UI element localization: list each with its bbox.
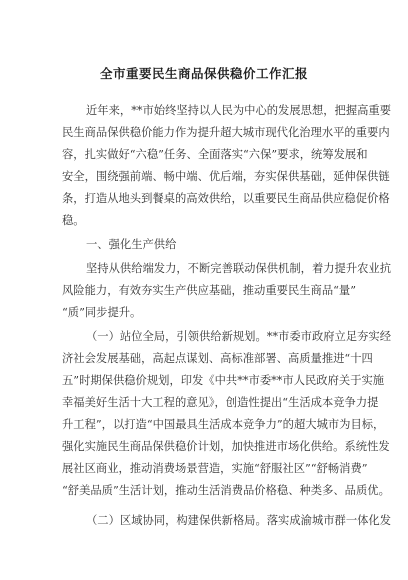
intro-line-6: 稳。 — [62, 214, 85, 227]
sub1-line-6: 强化实施民生商品保供稳价计划，加快推进市场化供给。系统性发 — [62, 440, 390, 453]
sub1-line-4: 幸福美好生活十大工程的意见》，创造性提出“生活成本竞争力提 — [62, 396, 379, 409]
sub1-line-5: 升工程”，以打造“中国最具生活成本竞争力”的超大城市为目标， — [62, 418, 385, 431]
sub2-line-1: （二）区域协同，构建保供新格局。落实成渝城市群一体化发 — [86, 514, 392, 527]
intro-line-4: 安全，围绕强前端、畅中端、优后端，夯实保供基础，延伸保供链 — [62, 170, 390, 183]
sub1-line-1: （一）站位全局，引领供给新规划。**市委市政府立足夯实经 — [86, 330, 392, 343]
section1-line-3: “质”同步提升。 — [62, 306, 142, 319]
sub1-line-7: 展社区商业，推动消费场景营造，实施“舒服社区”“舒畅消费” — [62, 462, 368, 475]
intro-line-1: 近年来，**市始终坚持以人民为中心的发展思想，把握高重要 — [86, 104, 392, 117]
intro-line-3: 容，扎实做好“六稳”任务、全面落实“六保”要求，统筹发展和 — [62, 148, 368, 161]
document-title: 全市重要民生商品保供稳价工作汇报 — [99, 66, 308, 81]
sub1-line-8: “舒美品质”生活计划，推动生活消费品价格稳、种类多、品质优。 — [62, 484, 390, 497]
sub1-line-3: 五”时期保供稳价规划，印发《中共**市委**市人民政府关于实施 — [62, 374, 385, 387]
intro-line-2: 民生商品保供稳价能力作为提升超大城市现代化治理水平的重要内 — [62, 126, 390, 139]
section1-line-2: 风险能力，有效夯实生产供应基础，推动重要民生商品“量” — [62, 284, 356, 297]
section-heading-1: 一、强化生产供给 — [86, 238, 177, 251]
sub1-line-2: 济社会发展基础，高起点谋划、高标准部署、高质量推进“十四 — [62, 352, 373, 365]
intro-line-5: 条，打造从地头到餐桌的高效供给，以重要民生商品供应稳促价格 — [62, 192, 390, 205]
section1-line-1: 坚持从供给端发力，不断完善联动保供机制，着力提升农业抗 — [86, 262, 392, 275]
